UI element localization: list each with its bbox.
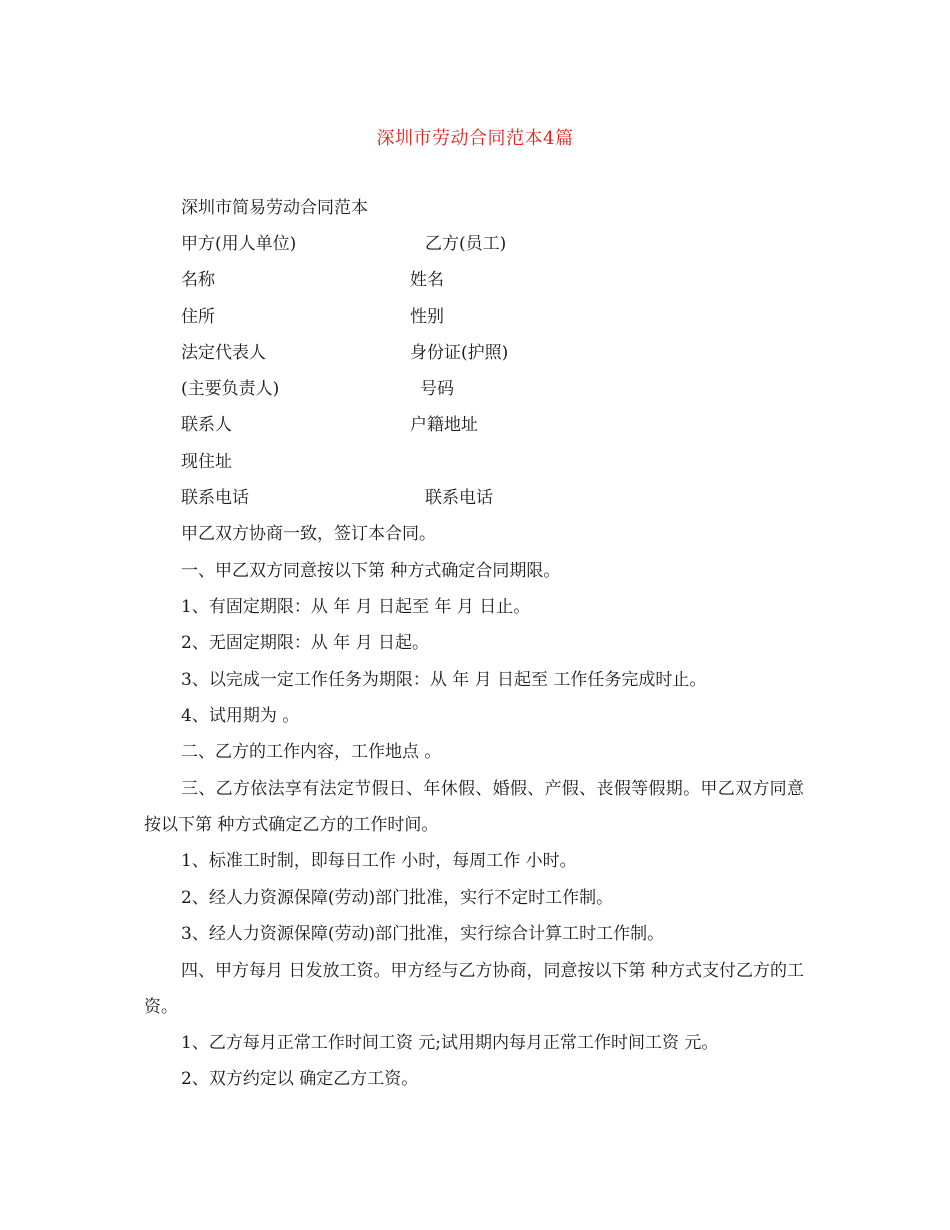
clause-line: 一、甲乙双方同意按以下第 种方式确定合同期限。: [181, 561, 561, 581]
party-a-label: 甲方(用人单位): [181, 234, 297, 254]
clause-line: 3、经人力资源保障(劳动)部门批准，实行综合计算工时工作制。: [181, 924, 665, 944]
clause-line: 1、有固定期限：从 年 月 日起至 年 月 日止。: [181, 597, 531, 617]
document-title: 深圳市劳动合同范本4篇: [376, 128, 574, 149]
party-b-field-name: 姓名: [410, 270, 444, 290]
party-a-field-name: 名称: [181, 270, 215, 290]
clause-line: 1、乙方每月正常工作时间工资 元;试用期内每月正常工作时间工资 元。: [181, 1033, 719, 1053]
party-a-field-current-address: 现住址: [181, 452, 232, 472]
party-a-field-legal-rep: 法定代表人: [181, 343, 266, 363]
party-b-field-phone: 联系电话: [425, 488, 493, 508]
party-b-field-gender: 性别: [410, 307, 444, 327]
party-a-field-contact: 联系人: [181, 415, 232, 435]
party-b-field-hukou: 户籍地址: [410, 415, 478, 435]
clause-line: 2、经人力资源保障(劳动)部门批准，实行不定时工作制。: [181, 888, 614, 908]
party-b-field-id: 身份证(护照): [410, 343, 509, 363]
clause-paragraph-4: 四、甲方每月 日发放工资。甲方经与乙方协商，同意按以下第 种方式支付乙方的工资。: [144, 961, 804, 1017]
contract-subtitle: 深圳市简易劳动合同范本: [181, 198, 368, 218]
clause-line: 2、双方约定以 确定乙方工资。: [181, 1069, 419, 1089]
clause-line: 3、以完成一定工作任务为期限：从 年 月 日起至 工作任务完成时止。: [181, 670, 707, 690]
clause-line: 4、试用期为 。: [181, 706, 300, 726]
party-b-label: 乙方(员工): [425, 234, 507, 254]
party-a-field-phone: 联系电话: [181, 488, 249, 508]
party-b-field-id-number: 号码: [420, 379, 454, 399]
clause-line: 1、标准工时制，即每日工作 小时，每周工作 小时。: [181, 851, 577, 871]
party-a-field-principal: (主要负责人): [181, 379, 280, 399]
party-a-field-address: 住所: [181, 307, 215, 327]
clause-line: 2、无固定期限：从 年 月 日起。: [181, 633, 430, 653]
clause-paragraph-3: 三、乙方依法享有法定节假日、年休假、婚假、产假、丧假等假期。甲乙双方同意按以下第 种方式确定乙方的工作时间。: [144, 779, 804, 835]
clause-line: 甲乙双方协商一致，签订本合同。: [181, 524, 436, 544]
clause-line: 二、乙方的工作内容，工作地点 。: [181, 742, 442, 762]
